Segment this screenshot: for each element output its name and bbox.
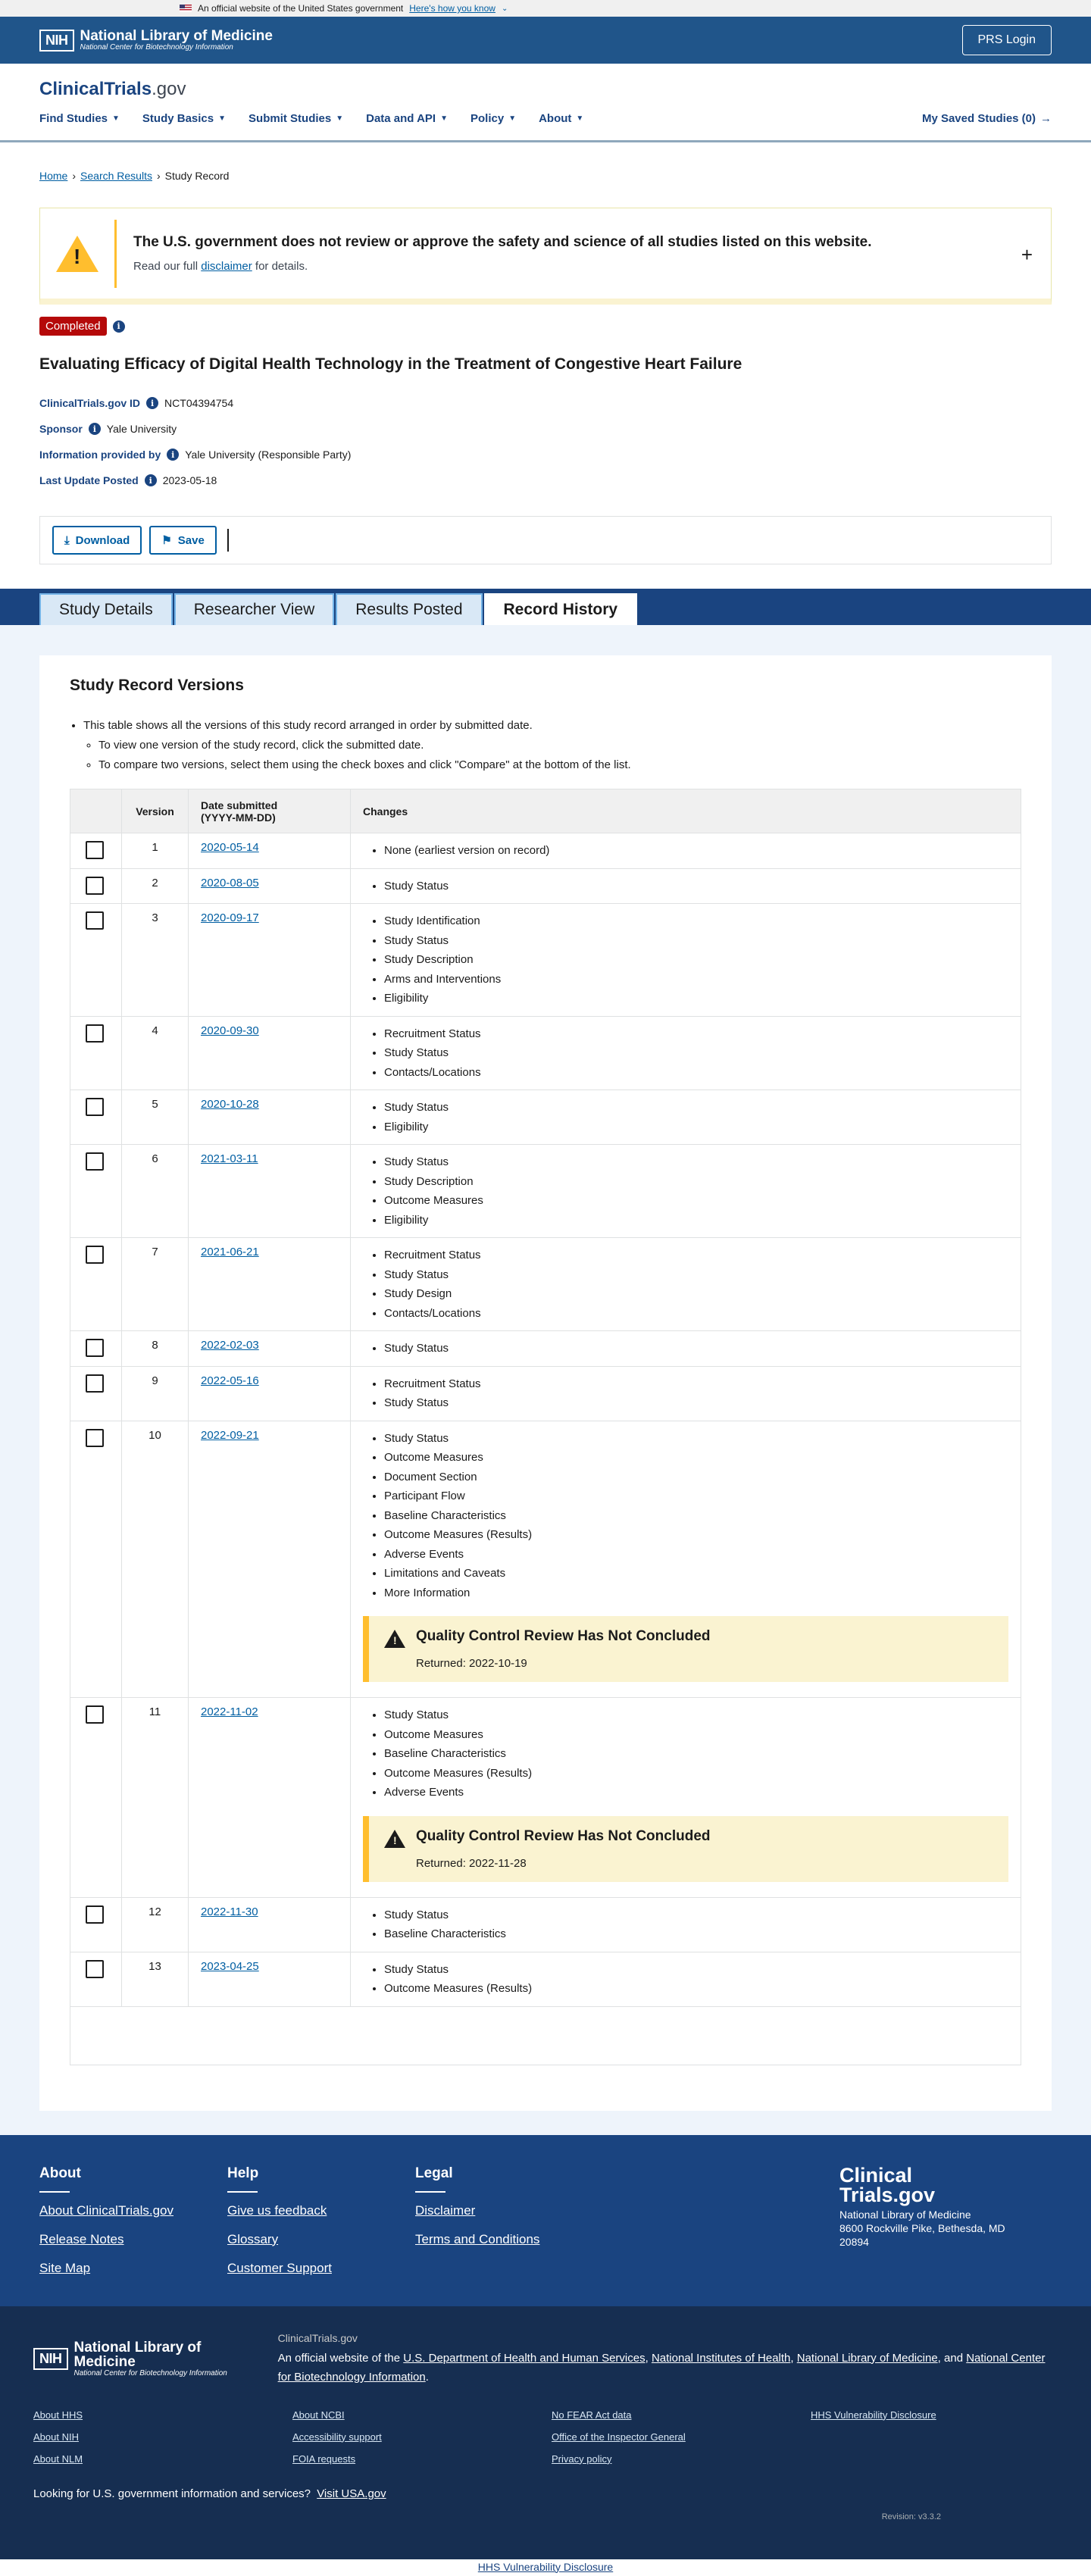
version-date-link[interactable]: 2022-02-03 — [201, 1339, 259, 1352]
footer-heading: About — [39, 2165, 227, 2193]
changes-cell — [351, 1898, 1021, 1952]
arrow-right-icon: → — [1040, 112, 1052, 125]
address-line: 8600 Rockville Pike, Bethesda, MD — [839, 2221, 1005, 2234]
nih-badge: NIH — [39, 30, 74, 52]
col-changes: Changes — [363, 805, 408, 818]
bookmark-icon: ⚑ — [161, 534, 172, 547]
updated-label: Last Update Posted — [39, 474, 139, 486]
brand-address — [839, 2208, 1052, 2249]
version-number: 12 — [122, 1898, 189, 1952]
nav-label: Submit Studies — [249, 112, 332, 125]
usa-gov-link[interactable]: Visit USA.gov — [317, 2487, 386, 2500]
nav-submit-studies[interactable] — [249, 112, 343, 125]
date-cell — [189, 1367, 351, 1421]
site-header — [0, 64, 1091, 142]
change-item: • Study Description — [384, 1172, 1021, 1192]
footer-small-link[interactable]: About NIH — [33, 2431, 79, 2443]
provided-label: Information provided by — [39, 449, 161, 461]
footer-nih-logo[interactable] — [33, 2332, 231, 2387]
change-item: • Study Status — [384, 1043, 1021, 1063]
change-item: • Eligibility — [384, 1118, 1021, 1137]
tab-results-posted[interactable]: Results Posted — [336, 593, 482, 625]
version-checkbox[interactable] — [86, 1429, 104, 1447]
changes-cell — [351, 1331, 1021, 1366]
version-number: 1 — [122, 833, 189, 868]
nav-label: Study Basics — [142, 112, 214, 125]
sponsor-label: Sponsor — [39, 423, 83, 435]
table-header — [70, 789, 1021, 833]
version-number: 4 — [122, 1017, 189, 1090]
chevron-right-icon: › — [72, 170, 77, 182]
footer-link[interactable]: About ClinicalTrials.gov — [39, 2202, 173, 2218]
date-cell — [189, 1698, 351, 1897]
change-item: • Recruitment Status — [384, 1246, 1021, 1265]
table-row — [70, 1017, 1021, 1091]
version-number: 7 — [122, 1238, 189, 1330]
chevron-down-icon: ▼ — [218, 114, 227, 123]
change-item: • Study Status — [384, 1265, 1021, 1285]
change-item: • Outcome Measures (Results) — [384, 1979, 1021, 1999]
version-date-link[interactable]: 2020-09-17 — [201, 911, 259, 924]
version-number: 2 — [122, 869, 189, 904]
info-icon[interactable]: i — [145, 474, 157, 486]
change-item: • Outcome Measures — [384, 1725, 1021, 1745]
qc-returned: Returned: 2022-11-28 — [416, 1856, 527, 1870]
change-item: • Study Design — [384, 1284, 1021, 1304]
download-button[interactable] — [52, 526, 142, 555]
version-number: 13 — [122, 1952, 189, 2006]
date-cell — [189, 1145, 351, 1237]
nav-data-api[interactable] — [366, 112, 448, 125]
table-body — [70, 833, 1021, 2007]
version-checkbox[interactable] — [86, 877, 104, 895]
version-number: 8 — [122, 1331, 189, 1366]
date-cell — [189, 1421, 351, 1698]
date-cell — [189, 1238, 351, 1330]
table-row — [70, 1421, 1021, 1699]
ncbi-subtitle: National Center for Biotechnology Information — [80, 43, 233, 52]
footer-small-link[interactable]: Office of the Inspector General — [552, 2431, 686, 2443]
change-item: • Study Status — [384, 1960, 1021, 1980]
footer-small-link[interactable]: Privacy policy — [552, 2453, 612, 2465]
footer-small-link[interactable]: About NLM — [33, 2453, 83, 2465]
change-item: • Study Description — [384, 950, 1021, 970]
change-item: • Contacts/Locations — [384, 1304, 1021, 1324]
table-row — [70, 1238, 1021, 1331]
table-row — [70, 1698, 1021, 1898]
expand-plus-icon[interactable]: + — [1021, 243, 1033, 266]
download-label: Download — [75, 533, 130, 547]
address-line: National Library of Medicine — [839, 2208, 971, 2221]
footer-link[interactable]: Glossary — [227, 2231, 279, 2246]
table-row — [70, 1367, 1021, 1421]
col-version: Version — [122, 789, 189, 833]
change-item: • Study Status — [384, 1429, 1021, 1449]
change-item: • Outcome Measures — [384, 1448, 1021, 1468]
change-item: • Study Status — [384, 1393, 1021, 1413]
revision-text: Revision: v3.3.2 — [881, 2512, 941, 2521]
change-item: • Eligibility — [384, 1211, 1021, 1230]
alert-text — [133, 260, 872, 273]
changes-cell — [351, 1698, 1021, 1897]
select-cell — [70, 1090, 122, 1144]
footer-help — [227, 2165, 415, 2276]
tab-study-details[interactable]: Study Details — [39, 593, 173, 625]
version-date-link[interactable]: 2022-11-30 — [201, 1905, 258, 1918]
brand-line: Trials.gov — [839, 2183, 936, 2206]
intro-text — [83, 716, 1021, 775]
address-line: 20894 — [839, 2235, 869, 2248]
footer-link[interactable]: Site Map — [39, 2260, 91, 2275]
nav-label: Data and API — [366, 112, 436, 125]
changes-cell — [351, 1017, 1021, 1090]
footer-small-link[interactable]: HHS Vulnerability Disclosure — [811, 2409, 936, 2421]
nlm-link[interactable]: National Library of Medicine — [796, 2351, 938, 2365]
change-item: • Study Status — [384, 931, 1021, 951]
change-item: • Study Identification — [384, 911, 1021, 931]
change-item: • Adverse Events — [384, 1545, 1021, 1565]
gov-banner — [0, 0, 1091, 17]
select-cell — [70, 1898, 122, 1952]
change-item: • Participant Flow — [384, 1487, 1021, 1506]
chevron-down-icon: ▼ — [576, 114, 584, 123]
version-date-link[interactable]: 2021-03-11 — [201, 1152, 258, 1165]
date-cell — [189, 1331, 351, 1366]
version-checkbox[interactable] — [86, 1705, 104, 1724]
hhs-link[interactable]: U.S. Department of Health and Human Services — [403, 2351, 646, 2365]
study-title: Evaluating Efficacy of Digital Health Technology in the Treatment of Congestive Heart Failure — [39, 355, 742, 373]
footer-official — [278, 2332, 1058, 2387]
bottom-link-bar — [0, 2559, 1091, 2576]
updated-value: 2023-05-18 — [162, 474, 217, 486]
footer-heading: Legal — [415, 2165, 603, 2193]
select-cell — [70, 1238, 122, 1330]
table-row — [70, 1145, 1021, 1238]
nav-policy[interactable] — [470, 112, 516, 125]
version-checkbox[interactable] — [86, 911, 104, 930]
version-checkbox[interactable] — [86, 1960, 104, 1978]
alert-heading: The U.S. government does not review or approve the safety and science of all studies listed on this website. — [133, 234, 872, 250]
version-date-link[interactable]: 2022-11-02 — [201, 1705, 258, 1718]
qc-title: Quality Control Review Has Not Concluded — [416, 1827, 711, 1844]
vulnerability-link[interactable]: HHS Vulnerability Disclosure — [477, 2560, 614, 2573]
change-item: • Baseline Characteristics — [384, 1924, 1021, 1944]
qc-returned: Returned: 2022-10-19 — [416, 1657, 527, 1670]
versions-card — [39, 655, 1052, 2111]
intro-sub: ◦ To compare two versions, select them using the check boxes and click "Compare" at the bottom of the list. — [98, 755, 1021, 775]
version-date-link[interactable]: 2020-10-28 — [201, 1098, 259, 1111]
tab-researcher-view[interactable]: Researcher View — [174, 593, 335, 625]
change-item: • Eligibility — [384, 989, 1021, 1008]
nav-label: Policy — [470, 112, 505, 125]
version-checkbox[interactable] — [86, 1024, 104, 1043]
download-icon: ⤓ — [64, 533, 70, 547]
select-cell — [70, 1698, 122, 1897]
change-item: • Baseline Characteristics — [384, 1506, 1021, 1526]
col-date — [189, 789, 351, 833]
info-icon[interactable]: i — [146, 397, 158, 409]
alert-text-before: Read our full — [133, 260, 199, 273]
prs-login-button[interactable]: PRS Login — [962, 25, 1052, 55]
change-item: • None (earliest version on record) — [384, 841, 1021, 861]
change-item: • Baseline Characteristics — [384, 1744, 1021, 1764]
status-badge: Completed — [39, 317, 107, 336]
footer-legal — [415, 2165, 603, 2276]
change-item: • Document Section — [384, 1468, 1021, 1487]
change-item: • Contacts/Locations — [384, 1063, 1021, 1083]
change-item: • Limitations and Caveats — [384, 1564, 1021, 1583]
alert-text-after: for details. — [255, 260, 308, 273]
text-cursor — [227, 529, 229, 552]
change-item: • Study Status — [384, 1905, 1021, 1925]
info-icon[interactable]: i — [167, 449, 179, 461]
select-cell — [70, 833, 122, 868]
version-checkbox[interactable] — [86, 841, 104, 859]
version-number: 10 — [122, 1421, 189, 1698]
changes-cell — [351, 1238, 1021, 1330]
version-checkbox[interactable] — [86, 1098, 104, 1116]
site-logo[interactable] — [39, 79, 1052, 100]
nav-label: About — [539, 112, 572, 125]
change-item: • Recruitment Status — [384, 1024, 1021, 1044]
footer-small-link[interactable]: About NCBI — [292, 2409, 345, 2421]
provided-value: Yale University (Responsible Party) — [185, 449, 352, 461]
date-cell — [189, 833, 351, 868]
changes-cell — [351, 1952, 1021, 2006]
ncbi-subtitle: National Center for Biotechnology Information — [73, 2369, 227, 2377]
saved-label: My Saved Studies (0) — [921, 112, 1036, 125]
version-date-link[interactable]: 2022-09-21 — [201, 1428, 259, 1442]
footer-link[interactable]: Release Notes — [39, 2231, 124, 2246]
footer-link[interactable]: Disclaimer — [415, 2202, 476, 2218]
save-button[interactable] — [149, 526, 217, 555]
change-item: • More Information — [384, 1583, 1021, 1603]
change-item: • Study Status — [384, 1098, 1021, 1118]
breadcrumb-home[interactable]: Home — [39, 170, 68, 182]
version-checkbox[interactable] — [86, 1246, 104, 1264]
qc-alert — [363, 1616, 1008, 1682]
ncbi-link[interactable]: National Center for Biotechnology Information — [277, 2351, 1046, 2384]
breadcrumb-search-results[interactable]: Search Results — [80, 170, 152, 182]
versions-section — [0, 625, 1091, 2135]
version-number: 9 — [122, 1367, 189, 1421]
nlm-title: National Library of Medicine — [80, 28, 273, 44]
intro-main: This table shows all the versions of this study record arranged in order by submitted date. — [83, 719, 533, 732]
version-date-link[interactable]: 2020-08-05 — [201, 876, 259, 889]
intro-sub: ◦ To view one version of the study record, click the submitted date. — [98, 736, 1021, 755]
col-date-label: Date submitted — [201, 799, 278, 811]
changes-cell — [351, 869, 1021, 904]
breadcrumb — [0, 142, 1091, 191]
logo-suffix: .gov — [152, 79, 186, 99]
footer-top — [0, 2135, 1091, 2306]
versions-table — [70, 789, 1021, 2065]
save-label: Save — [177, 533, 205, 547]
status-row — [39, 317, 1052, 336]
versions-intro — [70, 716, 1021, 775]
changes-cell — [351, 1145, 1021, 1237]
change-item: • Outcome Measures (Results) — [384, 1525, 1021, 1545]
change-item: • Study Status — [384, 1705, 1021, 1725]
version-date-link[interactable]: 2023-04-25 — [201, 1959, 259, 1973]
version-date-link[interactable]: 2020-09-30 — [201, 1024, 259, 1037]
select-cell — [70, 869, 122, 904]
col-select — [70, 789, 122, 833]
footer-small-link[interactable]: About HHS — [33, 2409, 83, 2421]
change-item: • Recruitment Status — [384, 1374, 1021, 1394]
table-row — [70, 1331, 1021, 1367]
main-nav — [39, 112, 1052, 125]
id-label: ClinicalTrials.gov ID — [39, 397, 141, 409]
id-value: NCT04394754 — [164, 397, 234, 409]
footer-link[interactable]: Give us feedback — [227, 2202, 327, 2218]
select-cell — [70, 1017, 122, 1090]
usa-text: Looking for U.S. government information and services? — [33, 2487, 311, 2500]
table-row — [70, 833, 1021, 869]
footer-small-link[interactable]: Accessibility support — [292, 2431, 382, 2443]
footer-official-text: An official website of the U.S. Department of Health and Human Services, National Institutes of Health, National Library of Medicine, and National Center for Biotechnology Information. — [277, 2351, 1046, 2384]
table-row — [70, 904, 1021, 1017]
nih-logo[interactable] — [39, 29, 273, 52]
version-date-link[interactable]: 2021-06-21 — [201, 1246, 259, 1258]
date-cell — [189, 1952, 351, 2006]
nlm-title: National Library of Medicine — [73, 2340, 202, 2370]
nav-about[interactable] — [539, 112, 583, 125]
version-date-link[interactable]: 2020-05-14 — [201, 841, 259, 854]
logo-main: ClinicalTrials — [39, 79, 152, 99]
chevron-down-icon: ▼ — [112, 114, 120, 123]
footer-about — [39, 2165, 227, 2276]
disclaimer-link[interactable]: disclaimer — [201, 260, 252, 273]
date-cell — [189, 869, 351, 904]
select-cell — [70, 1367, 122, 1421]
changes-cell — [351, 833, 1021, 868]
version-number: 6 — [122, 1145, 189, 1237]
usa-gov-line — [33, 2487, 1058, 2500]
version-number: 5 — [122, 1090, 189, 1144]
version-checkbox[interactable] — [86, 1152, 104, 1171]
gov-banner-text: An official website of the United States government — [198, 3, 404, 14]
select-cell — [70, 904, 122, 1016]
version-number: 3 — [122, 904, 189, 1016]
tab-bar — [0, 589, 1091, 625]
qc-title: Quality Control Review Has Not Concluded — [416, 1628, 711, 1644]
changes-cell — [351, 904, 1021, 1016]
footer-heading: Help — [227, 2165, 415, 2193]
changes-cell — [351, 1367, 1021, 1421]
date-cell — [189, 904, 351, 1016]
qc-alert — [363, 1816, 1008, 1882]
table-row — [70, 869, 1021, 905]
chevron-down-icon: ▼ — [440, 114, 448, 123]
footer-link[interactable]: Terms and Conditions — [415, 2231, 540, 2246]
warning-icon — [384, 1830, 405, 1848]
sponsor-value: Yale University — [106, 423, 177, 435]
chevron-down-icon: ▼ — [336, 114, 344, 123]
change-item: • Outcome Measures (Results) — [384, 1764, 1021, 1784]
footer-link[interactable]: Customer Support — [227, 2260, 332, 2275]
us-flag-icon — [180, 5, 192, 12]
change-item: • Arms and Interventions — [384, 970, 1021, 989]
info-icon[interactable]: i — [113, 320, 125, 333]
select-cell — [70, 1952, 122, 2006]
version-checkbox[interactable] — [86, 1905, 104, 1924]
version-checkbox[interactable] — [86, 1339, 104, 1357]
table-row — [70, 1090, 1021, 1145]
breadcrumb-current: Study Record — [164, 170, 230, 182]
footer-small-link[interactable]: No FEAR Act data — [552, 2409, 632, 2421]
study-meta — [39, 390, 1052, 493]
change-item: • Study Status — [384, 877, 1021, 896]
chevron-down-icon: ▼ — [508, 114, 517, 123]
nav-study-basics[interactable] — [142, 112, 226, 125]
and-text: and — [944, 2351, 964, 2365]
date-cell — [189, 1017, 351, 1090]
change-item: • Adverse Events — [384, 1783, 1021, 1802]
chevron-down-icon: ⌄ — [501, 4, 508, 13]
nih-header — [0, 17, 1091, 64]
footer-brand — [839, 2165, 1052, 2276]
table-row — [70, 1952, 1021, 2007]
select-cell — [70, 1421, 122, 1698]
select-cell — [70, 1331, 122, 1366]
date-cell — [189, 1898, 351, 1952]
footer-small-link[interactable]: FOIA requests — [292, 2453, 356, 2465]
brand-line: Clinical — [839, 2163, 913, 2187]
heres-how-you-know-link[interactable]: Here's how you know — [409, 3, 495, 14]
change-item: • Study Status — [384, 1339, 1021, 1358]
col-date-format: (YYYY-MM-DD) — [201, 811, 276, 824]
version-number: 11 — [122, 1698, 189, 1897]
disclaimer-alert — [39, 208, 1052, 305]
nav-label: Find Studies — [39, 112, 108, 125]
warning-icon — [56, 236, 98, 272]
tab-record-history[interactable]: Record History — [484, 593, 638, 625]
chevron-right-icon: › — [156, 170, 161, 182]
actions-bar — [39, 516, 1052, 564]
table-row — [70, 1898, 1021, 1952]
footer-bottom — [0, 2306, 1091, 2559]
footer-link-grid — [33, 2409, 1058, 2465]
nav-saved-studies[interactable] — [922, 112, 1052, 125]
select-cell — [70, 1145, 122, 1237]
versions-heading: Study Record Versions — [70, 677, 244, 694]
official-prefix: An official website of the — [277, 2351, 401, 2365]
version-date-link[interactable]: 2022-05-16 — [201, 1374, 259, 1387]
table-spacer — [70, 2007, 1021, 2065]
nih-badge: NIH — [33, 2348, 68, 2370]
footer-caption: ClinicalTrials.gov — [277, 2331, 358, 2344]
warning-icon — [384, 1630, 405, 1648]
change-item: • Study Status — [384, 1152, 1021, 1172]
change-item: • Outcome Measures — [384, 1191, 1021, 1211]
version-checkbox[interactable] — [86, 1374, 104, 1393]
nih-link[interactable]: National Institutes of Health — [651, 2351, 791, 2365]
changes-cell — [351, 1090, 1021, 1144]
nav-find-studies[interactable] — [39, 112, 120, 125]
info-icon[interactable]: i — [89, 423, 101, 435]
date-cell — [189, 1090, 351, 1144]
changes-cell — [351, 1421, 1021, 1698]
